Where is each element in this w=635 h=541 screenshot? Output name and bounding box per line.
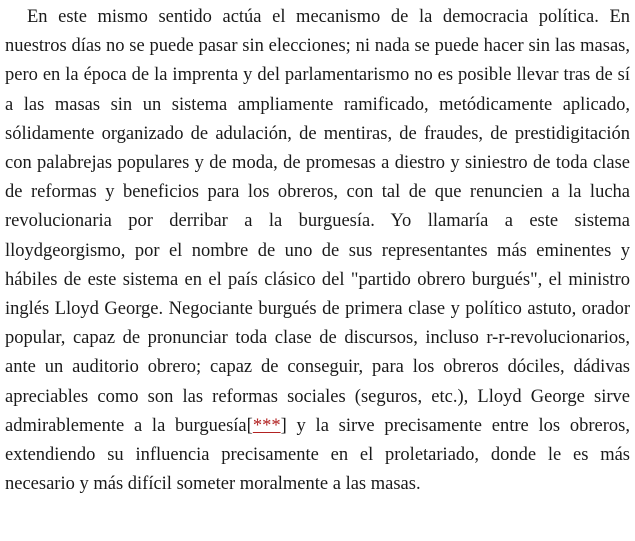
paragraph-text-after-note: y la sirve precisamente entre los obreros, extendiendo su influencia precisamente en el proletariado, donde le es más necesario y más difícil someter moralmente a las masas. [5,415,630,495]
paragraph-text-before-note: En este mismo sentido actúa el mecanismo de la democracia política. En nuestros días no se puede pasar sin elecciones; ni nada se puede hacer sin las masas, pero en la época de la imprenta y del parlamentarismo no es posible llevar tras de sí a las masas sin un sistema ampliamente ramificado, metódicamente aplicado, sólidamente organizado de adulación, de mentiras, de fraudes, de prestidigitación con palabrejas populares y de moda, de promesas a diestro y siniestro de toda clase de reformas y beneficios para los obreros, con tal de que renuncien a la lucha revolucionaria por derribar a la burguesía. Yo llamaría a este sistema lloydgeorgismo, por el nombre de uno de sus representantes más eminentes y hábiles de este sistema en el país clásico del "partido obrero burgués", el ministro inglés Lloyd George. Negociante burgués de primera clase y político astuto, orador popular, capaz de pronunciar toda clase de discursos, incluso r-r-revolucionarios, ante un auditorio obrero; capaz de conseguir, para los obreros dóciles, dádivas apreciables como son las reformas sociales (seguros, etc.), Lloyd George sirve admirablemente a la burguesía [5,7,630,436]
footnote-close-bracket: ] [280,415,287,436]
body-paragraph [5,3,630,499]
footnote-link[interactable]: *** [252,415,281,436]
footnote-open-bracket: [ [246,415,253,436]
